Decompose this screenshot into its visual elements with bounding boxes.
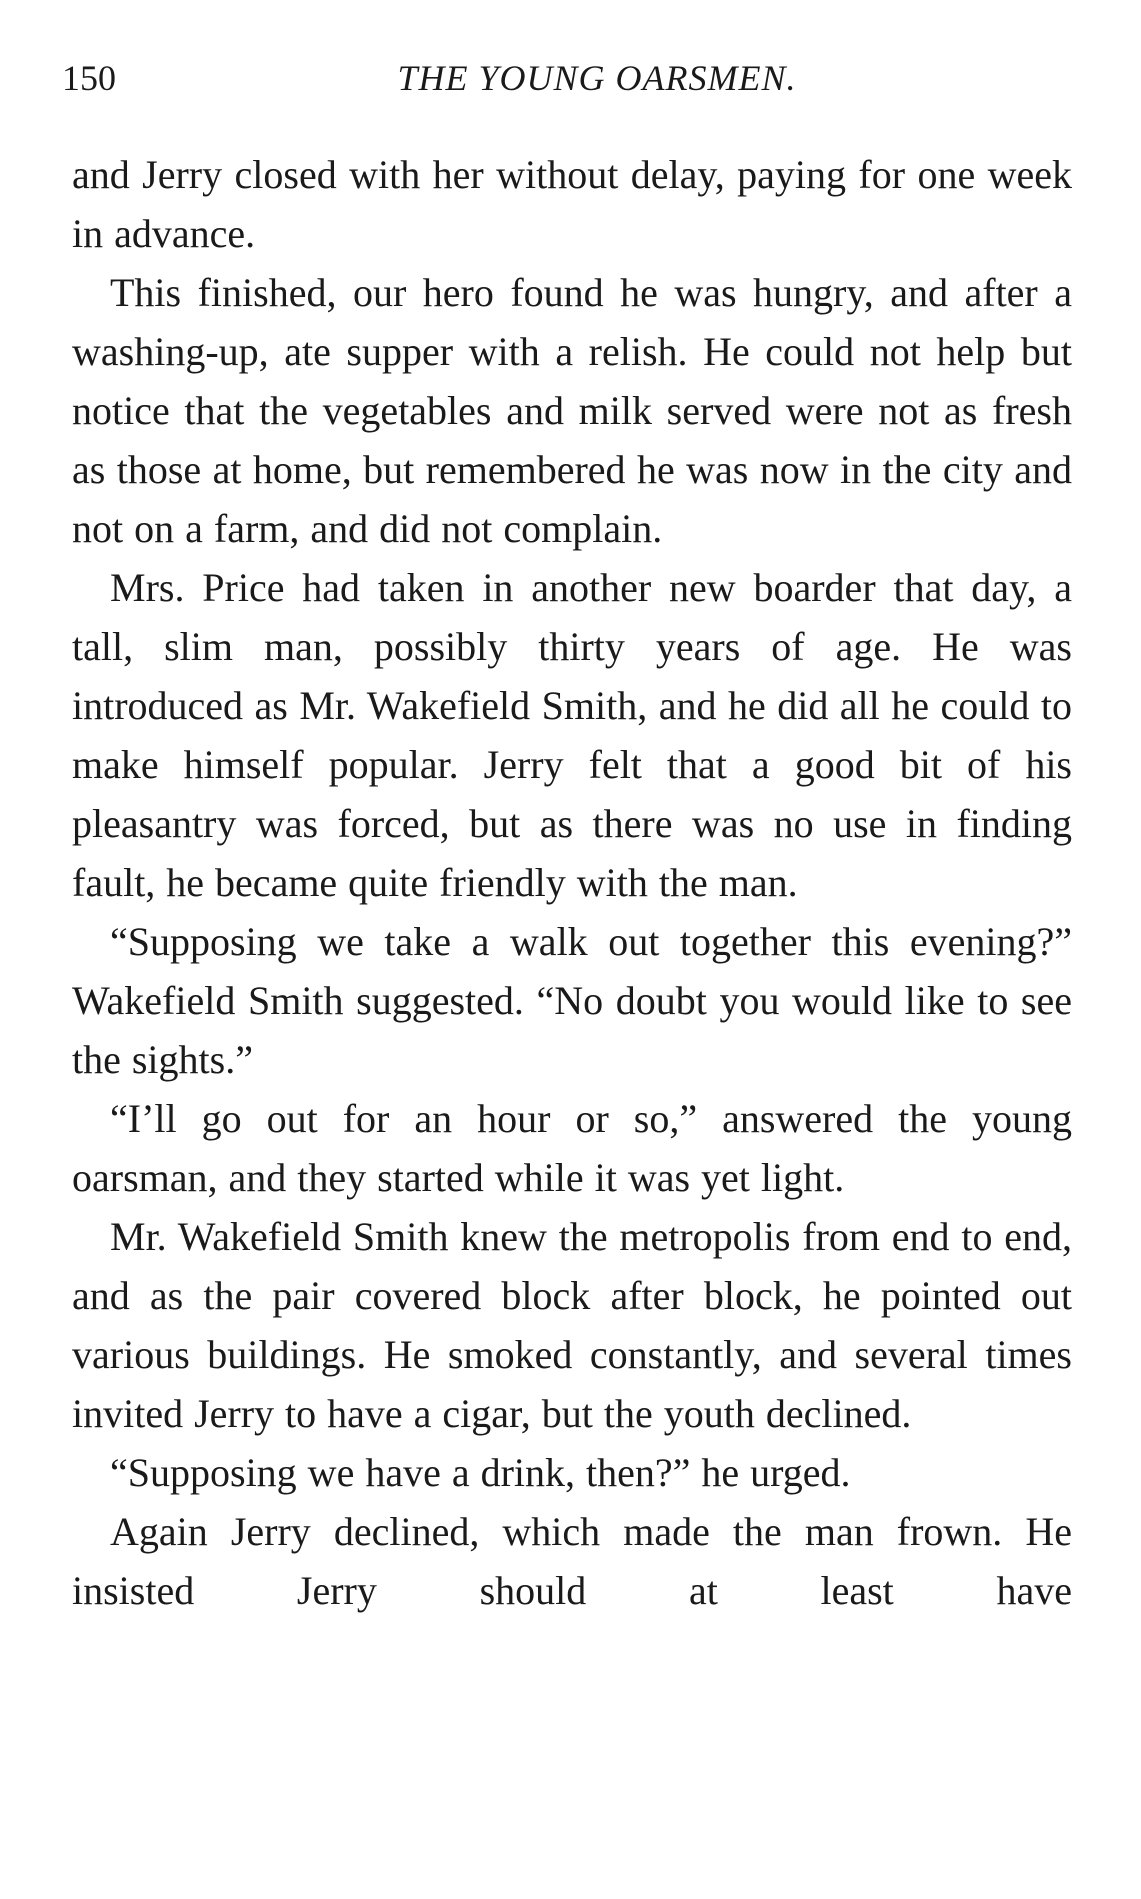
body-text — [72, 145, 1072, 1620]
paragraph: “Supposing we have a drink, then?” he urged. — [110, 1450, 851, 1495]
paragraph: Mr. Wakefield Smith knew the metropolis from end to end, and as the pair covered block after block, he pointed out various buildings. He smoked constantly, and several times invited Jerry to have a cigar, but the youth declined. — [72, 1214, 1072, 1436]
paragraph: “Supposing we take a walk out together this evening?” Wakefield Smith suggested. “No doubt you would like to see the sights.” — [72, 919, 1072, 1082]
paragraph: “I’ll go out for an hour or so,” answered the young oarsman, and they started while it was yet light. — [72, 1096, 1072, 1200]
paragraph: Again Jerry declined, which made the man frown. He insisted Jerry should at least have — [72, 1509, 1072, 1613]
paragraph: Mrs. Price had taken in another new boarder that day, a tall, slim man, possibly thirty years of age. He was introduced as Mr. Wakefield Smith, and he did all he could to make himself popular. Jerry felt that a good bit of his pleasantry was forced, but as there was no use in finding fault, he became quite friendly with the man. — [72, 565, 1072, 905]
running-head — [62, 54, 1072, 102]
paragraph: This finished, our hero found he was hungry, and after a washing-up, ate supper with a relish. He could not help but notice that the vegetables and milk served were not as fresh as those at home, but remembered he was now in the city and not on a farm, and did not complain. — [72, 270, 1072, 551]
paragraph-continuation: and Jerry closed with her without delay, paying for one week in advance. — [72, 152, 1072, 256]
page-number: 150 — [62, 58, 116, 98]
running-title: THE YOUNG OARSMEN. — [397, 58, 797, 98]
